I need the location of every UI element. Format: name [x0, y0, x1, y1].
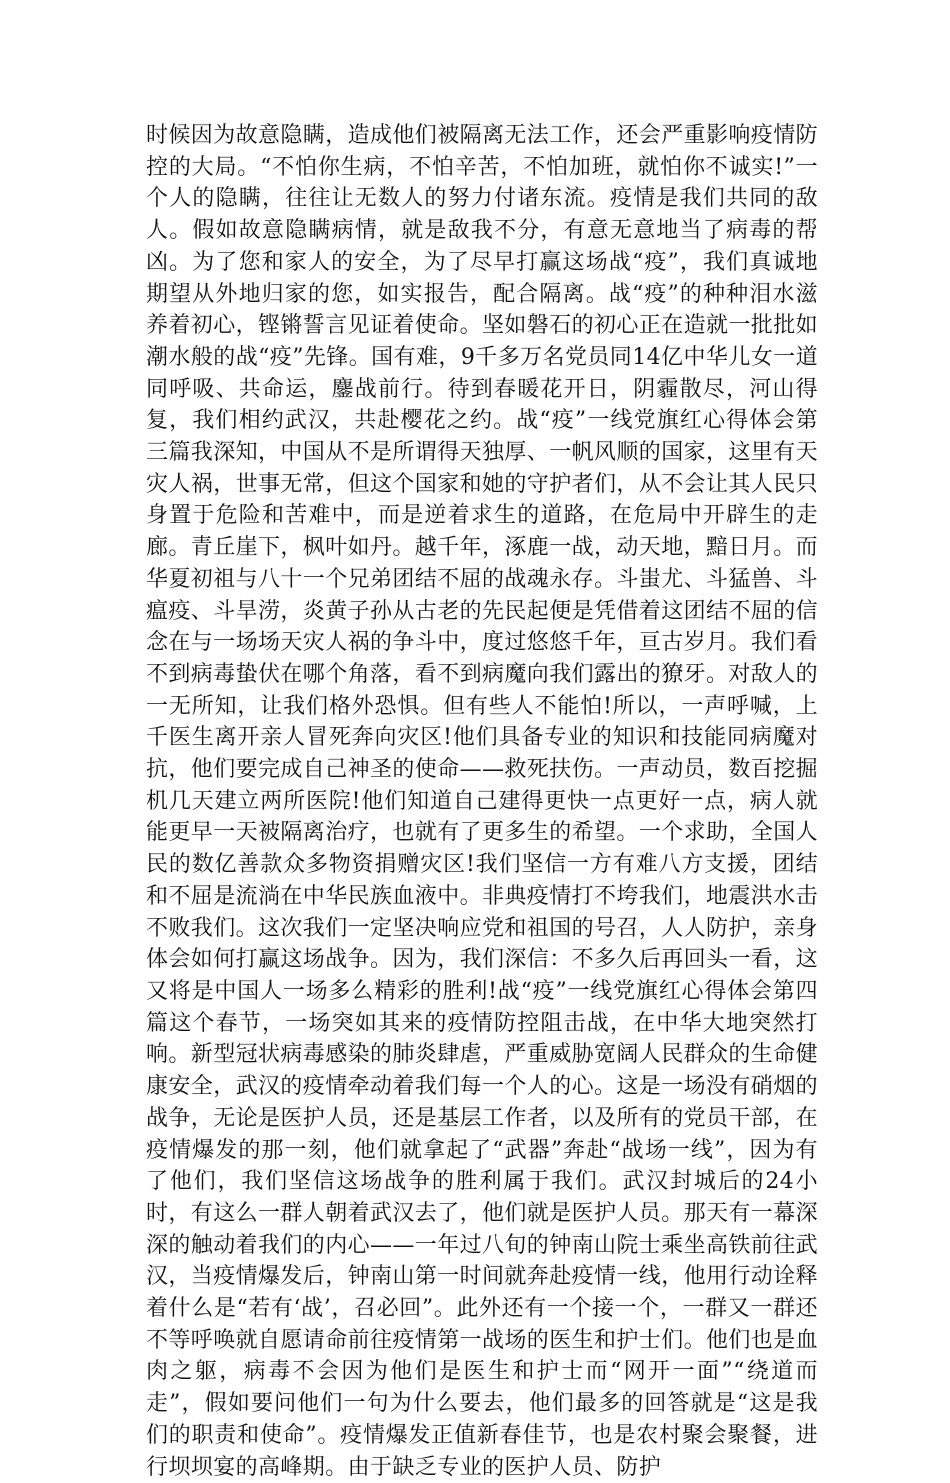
- body-paragraph: 时候因为故意隐瞒，造成他们被隔离无法工作，还会严重影响疫情防控的大局。“不怕你生病，不怕辛苦，不怕加班，就怕你不诚实!”一个人的隐瞒，往往让无数人的努力付诸东流。疫情是我们共同的敌人。假如故意隐瞒病情，就是敌我不分，有意无意地当了病毒的帮凶。为了您和家人的安全，为了尽早打赢这场战“疫”，我们真诚地期望从外地归家的您，如实报告，配合隔离。战“疫”的种种泪水滋养着初心，铿锵誓言见证着使命。坚如磐石的初心正在造就一批批如潮水般的战“疫”先锋。国有难，9千多万名党员同14亿中华儿女一道同呼吸、共命运，鏖战前行。待到春暖花开日，阴霾散尽，河山得复，我们相约武汉，共赴樱花之约。战“疫”一线党旗红心得体会第三篇我深知，中国从不是所谓得天独厚、一帆风顺的国家，这里有天灾人祸，世事无常，但这个国家和她的守护者们，从不会让其人民只身置于危险和苦难中，而是逆着求生的道路，在危局中开辟生的走廊。青丘崖下，枫叶如丹。越千年，涿鹿一战，动天地，黯日月。而华夏初祖与八十一个兄弟团结不屈的战魂永存。斗蚩尤、斗猛兽、斗瘟疫、斗旱涝，炎黄子孙从古老的先民起便是凭借着这团结不屈的信念在与一场场天灾人祸的争斗中，度过悠悠千年，亘古岁月。我们看不到病毒蛰伏在哪个角落，看不到病魔向我们露出的獠牙。对敌人的一无所知，让我们格外恐惧。但有些人不能怕!所以，一声呼喊，上千医生离开亲人冒死奔向灾区!他们具备专业的知识和技能同病魔对抗，他们要完成自己神圣的使命——救死扶伤。一声动员，数百挖掘机几天建立两所医院!他们知道自己建得更快一点更好一点，病人就能更早一天被隔离治疗，也就有了更多生的希望。一个求助，全国人民的数亿善款众多物资捐赠灾区!我们坚信一方有难八方支援，团结和不屈是流淌在中华民族血液中。非典疫情打不垮我们，地震洪水击不败我们。这次我们一定坚决响应党和祖国的号召，人人防护，亲身体会如何打赢这场战争。因为，我们深信：不多久后再回头一看，这又将是中国人一场多么精彩的胜利!战“疫”一线党旗红心得体会第四篇这个春节，一场突如其来的疫情防控阻击战，在中华大地突然打响。新型冠状病毒感染的肺炎肆虐，严重威胁宽阔人民群众的生命健康安全，武汉的疫情牵动着我们每一个人的心。这是一场没有硝烟的战争，无论是医护人员，还是基层工作者，以及所有的党员干部，在疫情爆发的那一刻，他们就拿起了“武器”奔赴“战场一线”，因为有了他们，我们坚信这场战争的胜利属于我们。武汉封城后的24小时，有这么一群人朝着武汉去了，他们就是医护人员。那天有一幕深深的触动着我们的内心——一年过八旬的钟南山院士乘坐高铁前往武汉，当疫情爆发后，钟南山第一时间就奔赴疫情一线，他用行动诠释着什么是“若有‘战’，召必回”。此外还有一个接一个，一群又一群还不等呼唤就自愿请命前往疫情第一战场的医生和护士们。他们也是血肉之躯，病毒不会因为他们是医生和护士而“网开一面”“绕道而走”，假如要问他们一句为什么要去，他们最多的回答就是“这是我们的职责和使命”。疫情爆发正值新春佳节，也是农村聚会聚餐，进行坝坝宴的高峰期。由于缺乏专业的医护人员、防护: [146, 123, 819, 1480]
